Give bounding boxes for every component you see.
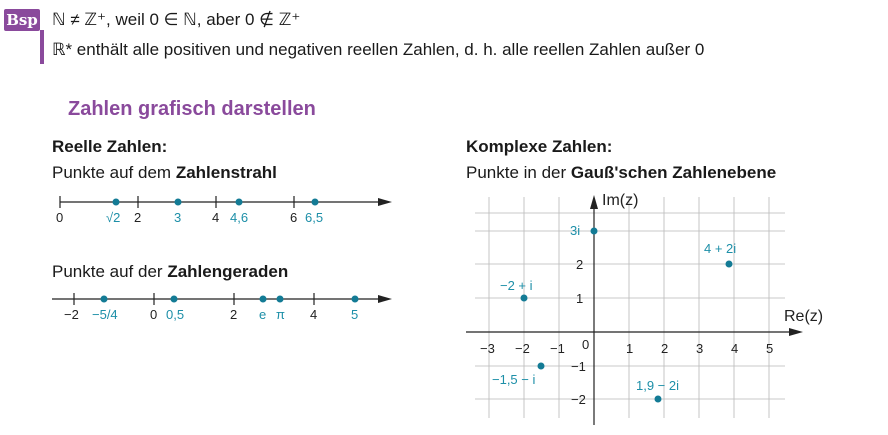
im-axis-label: Im(z) (602, 192, 639, 209)
x-tick-4: 4 (731, 341, 739, 356)
y-tick-m1: −1 (571, 359, 586, 374)
geraden-point-label-e: e (259, 307, 267, 322)
complex-title: Komplexe Zahlen: (466, 137, 613, 156)
x-tick-0: 0 (582, 337, 590, 352)
geraden-tick-label-m2: −2 (64, 307, 79, 322)
point-label-4-plus-2i: 4 + 2i (704, 241, 737, 256)
point-3i (591, 228, 598, 235)
x-tick-1: 1 (626, 341, 634, 356)
point-m1-5-minus-i (538, 363, 545, 370)
section-title: Zahlen grafisch darstellen (68, 98, 316, 120)
point-m2-plus-i (521, 295, 528, 302)
strahl-tick-label-2: 2 (134, 210, 142, 225)
geraden-point-label-pi: π (276, 307, 285, 322)
point-label-3i: 3i (570, 223, 581, 238)
example-badge: Bsp (4, 9, 40, 31)
x-tick-m1: −1 (550, 341, 565, 356)
y-tick-2: 2 (576, 257, 584, 272)
im-axis-arrow (590, 195, 598, 209)
point-label-1-9-minus-2i: 1,9 − 2i (636, 378, 680, 393)
geraden-caption-text: Punkte auf der (52, 262, 168, 281)
strahl-point-label-6-5: 6,5 (305, 210, 324, 225)
geraden-tick-label-2: 2 (230, 307, 238, 322)
x-tick-m3: −3 (480, 341, 495, 356)
strahl-tick-label-6: 6 (290, 210, 298, 225)
strahl-tick-label-4: 4 (212, 210, 220, 225)
example-line-1: ℕ ≠ ℤ⁺, weil 0 ∈ ℕ, aber 0 ∉ ℤ⁺ (52, 10, 301, 29)
strahl-tick-label-0: 0 (56, 210, 64, 225)
strahl-caption-bold: Zahlenstrahl (175, 163, 277, 182)
strahl-point-label-4-6: 4,6 (230, 210, 249, 225)
x-tick-2: 2 (661, 341, 669, 356)
strahl-point-label-sqrt2: √2 (106, 210, 121, 225)
x-tick-5: 5 (766, 341, 774, 356)
y-tick-m2: −2 (571, 392, 586, 407)
geraden-caption-bold: Zahlengeraden (167, 262, 289, 281)
y-tick-1: 1 (576, 291, 584, 306)
real-title: Reelle Zahlen: (52, 137, 168, 156)
geraden-tick-label-4: 4 (310, 307, 318, 322)
complex-caption-text: Punkte in der (466, 163, 571, 182)
complex-caption-bold: Gauß'schen Zahlenebene (570, 163, 777, 182)
geraden-point-label-0-5: 0,5 (166, 307, 185, 322)
re-axis-label: Re(z) (784, 308, 824, 325)
point-1-9-minus-2i (655, 396, 662, 403)
geraden-point-label-m5-4: −5/4 (92, 307, 118, 322)
point-4-plus-2i (726, 261, 733, 268)
x-tick-m2: −2 (515, 341, 530, 356)
strahl-caption-text: Punkte auf dem (52, 163, 176, 182)
geraden-tick-label-0: 0 (150, 307, 158, 322)
point-label-m1-5-minus-i: −1,5 − i (492, 372, 536, 387)
strahl-point-label-3: 3 (174, 210, 182, 225)
x-tick-3: 3 (696, 341, 704, 356)
point-label-m2-plus-i: −2 + i (500, 278, 533, 293)
example-line-2: ℝ* enthält alle positiven und negativen reellen Zahlen, d. h. alle reellen Zahlen außer 0 (52, 40, 705, 59)
geraden-point-label-5: 5 (351, 307, 359, 322)
re-axis-arrow (789, 328, 803, 336)
